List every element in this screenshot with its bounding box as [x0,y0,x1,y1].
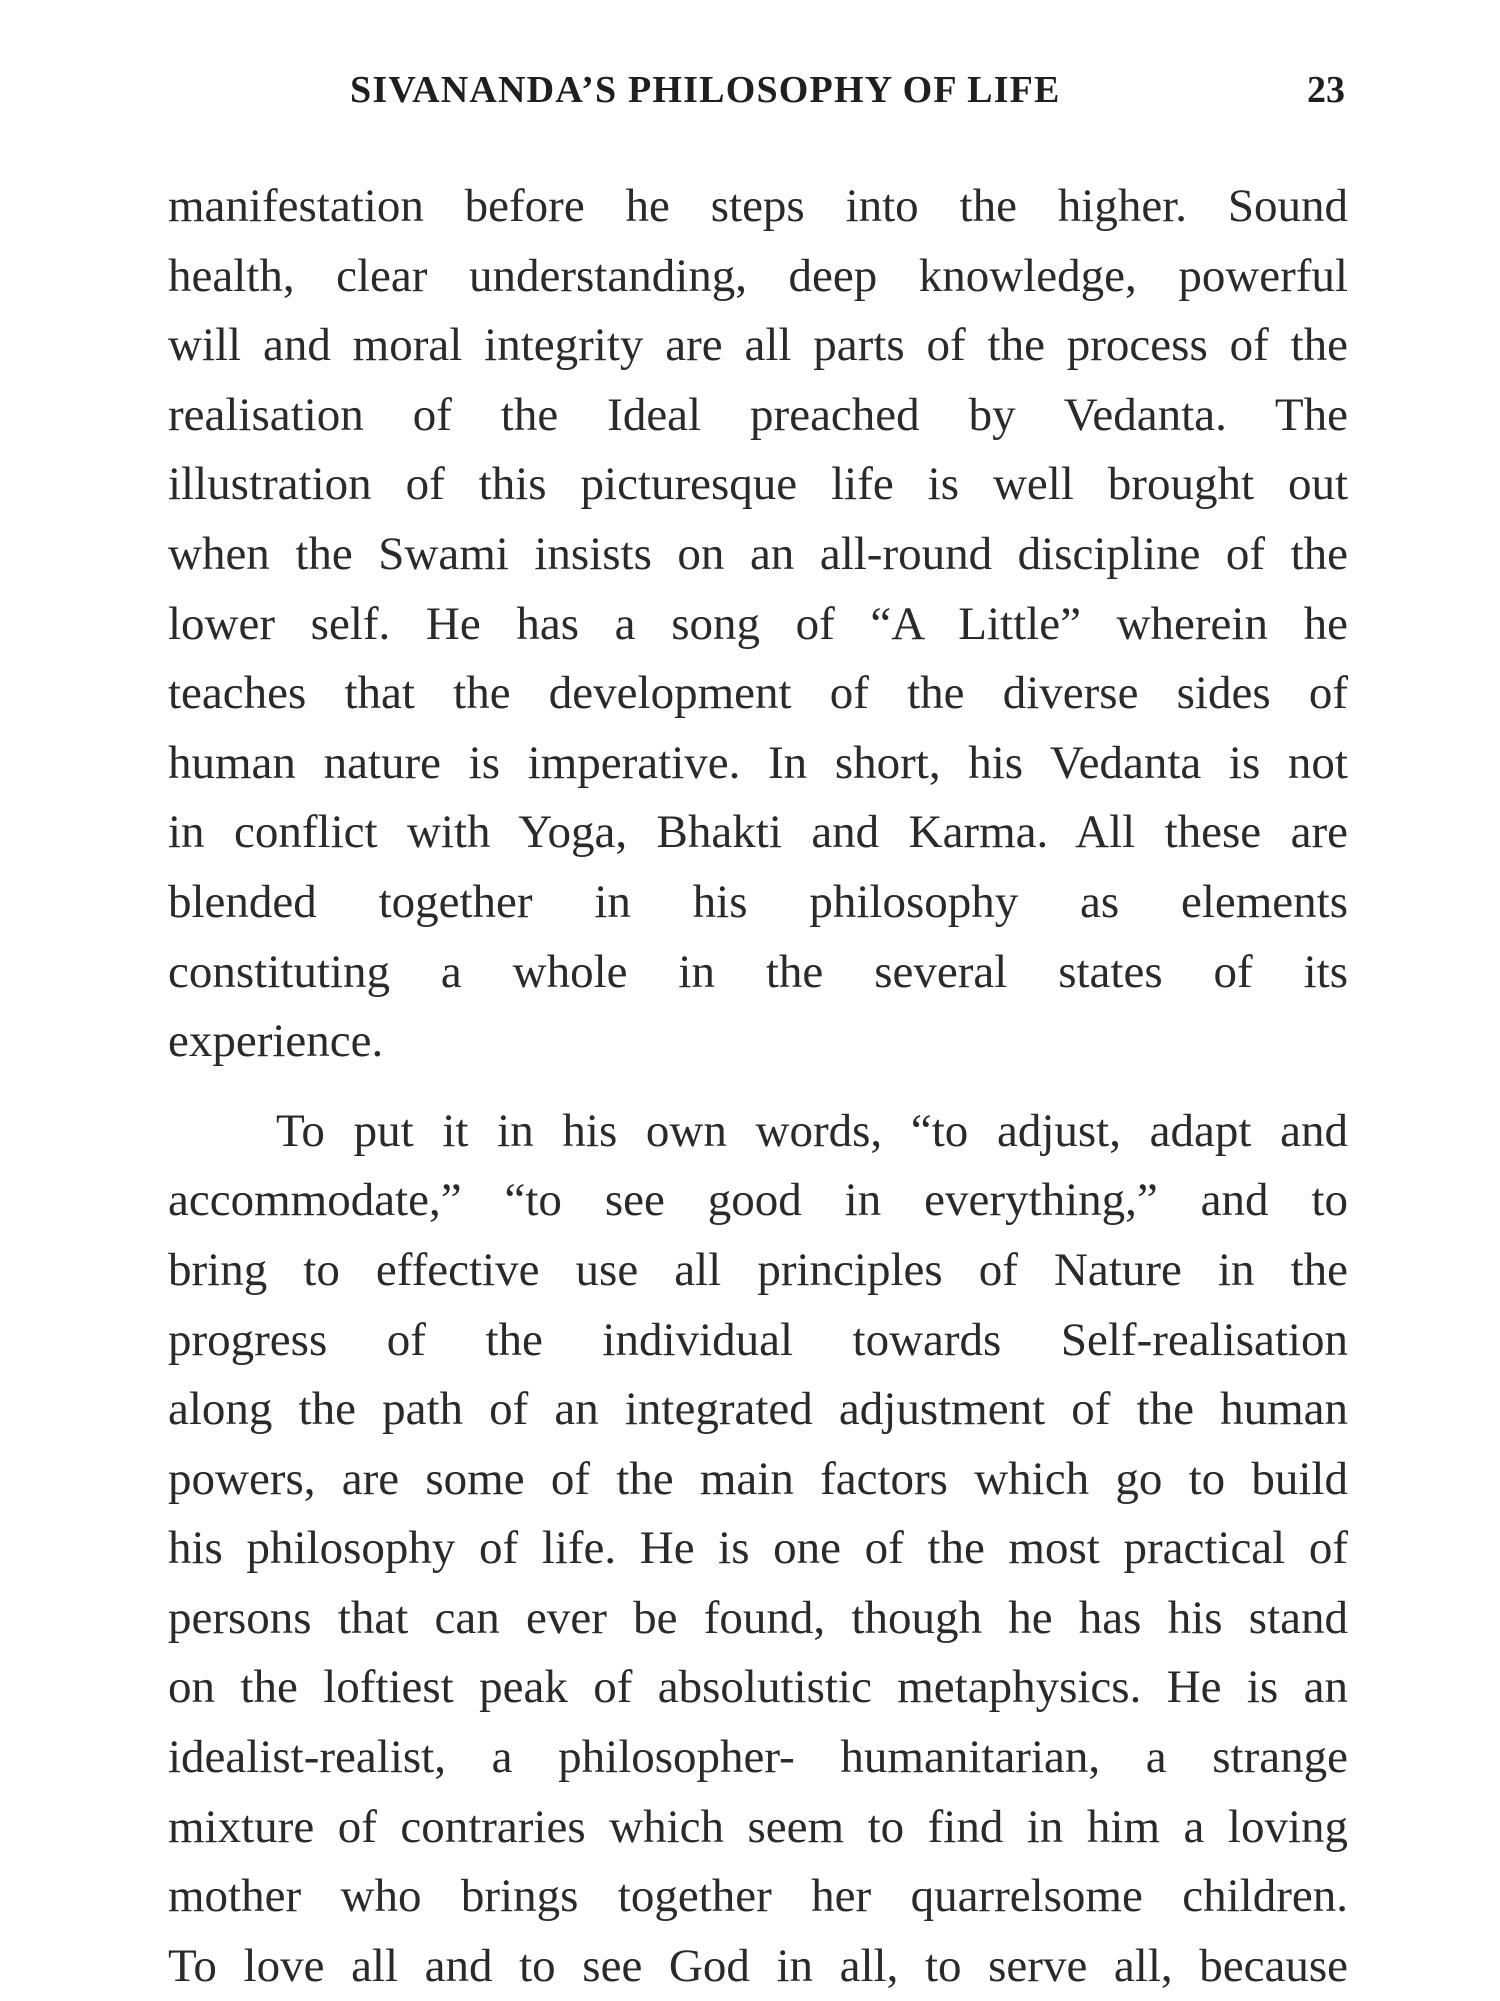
text-line: blended together in his philosophy as elements [168,875,1348,928]
text-line: persons that can ever be found, though he has his stand [168,1591,1348,1644]
page-number: 23 [1307,69,1345,111]
text-line: bring to effective use all principles of Nature in the [168,1243,1348,1296]
text-line: To love all and to see God in all, to serve all, because [168,1939,1348,1992]
text-line: constituting a whole in the several states of its [168,945,1348,998]
running-head [350,62,1345,118]
text-line: human nature is imperative. In short, his Vedanta is not [168,736,1348,789]
text-line: progress of the individual towards Self-realisation [168,1313,1348,1366]
text-line: illustration of this picturesque life is well brought out [168,458,1348,511]
text-line: on the loftiest peak of absolutistic metaphysics. He is an [168,1661,1348,1714]
text-line: manifestation before he steps into the higher. Sound [168,180,1348,232]
paragraph-2 [168,1097,1348,2001]
text-line: idealist-realist, a philosopher- humanitarian, a strange [168,1731,1348,1784]
text-line: mixture of contraries which seem to find in him a loving [168,1800,1348,1853]
text-line: accommodate,” “to see good in everything,” and to [168,1174,1348,1227]
text-line: will and moral integrity are all parts of the process of the [168,319,1348,372]
text-line: teaches that the development of the diverse sides of [168,667,1348,720]
paragraph-gap [168,1077,1348,1097]
text-line: in conflict with Yoga, Bhakti and Karma. All these are [168,806,1348,859]
text-line: experience. [168,1015,384,1068]
text-line: realisation of the Ideal preached by Vedanta. The [168,388,1348,441]
body-text [168,172,1348,2001]
text-line: mother who brings together her quarrelsome children. [168,1870,1348,1923]
text-line: lower self. He has a song of “A Little” wherein he [168,597,1348,650]
text-line: powers, are some of the main factors which go to build [168,1452,1348,1505]
text-line: his philosophy of life. He is one of the most practical of [168,1522,1348,1575]
paragraph-1 [168,172,1348,1077]
text-line: To put it in his own words, “to adjust, adapt and [276,1104,1348,1157]
text-line: when the Swami insists on an all-round discipline of the [168,527,1348,580]
running-title: SIVANANDA’S PHILOSOPHY OF LIFE [350,69,1061,111]
text-line: along the path of an integrated adjustment of the human [168,1383,1348,1436]
text-line: health, clear understanding, deep knowledge, powerful [168,249,1348,302]
